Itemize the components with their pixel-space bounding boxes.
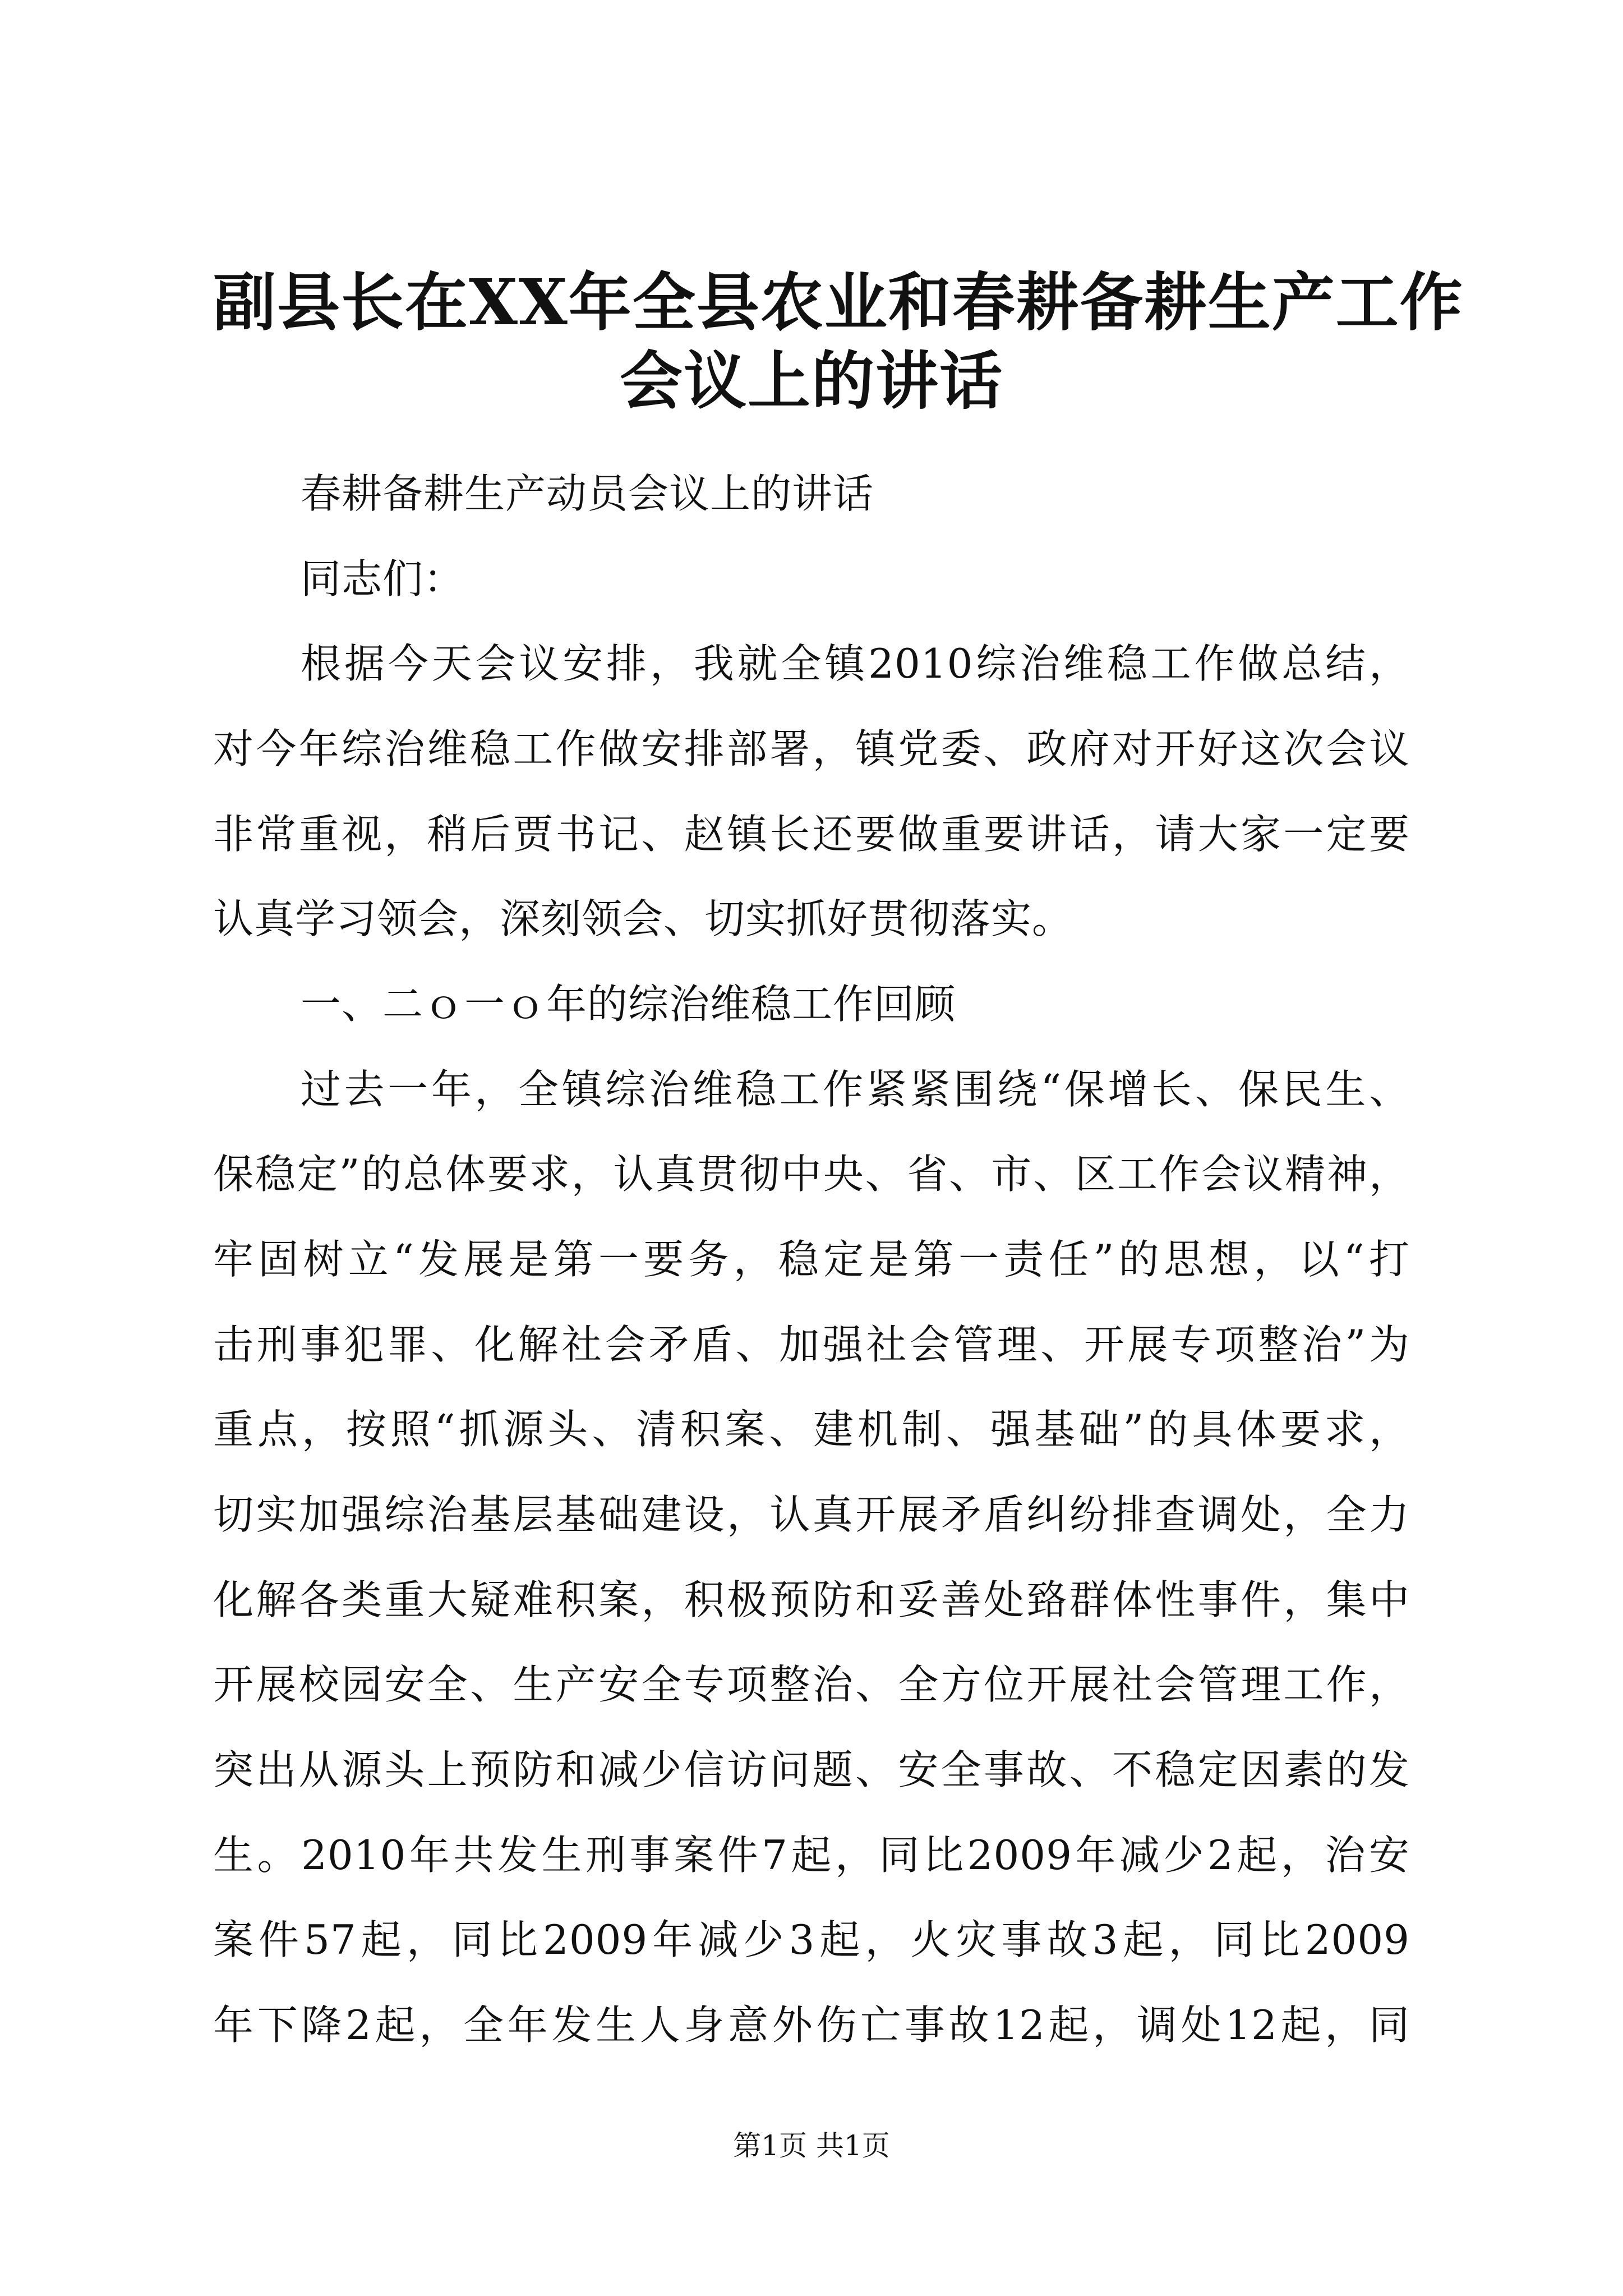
paragraph-line: 根据今天会议安排，我就全镇2010综治维稳工作做总结，	[301, 640, 1410, 687]
page-number-footer: 第1页 共1页	[733, 2129, 890, 2162]
paragraph-line: 突出从源头上预防和减少信访问题、安全事故、不稳定因素的发	[213, 1746, 1410, 1793]
document-title-line-2: 会议上的讲话	[620, 344, 1003, 418]
paragraph-line: 牢固树立“发展是第一要务，稳定是第一责任”的思想，以“打	[213, 1236, 1410, 1283]
paragraph-line: 保稳定”的总体要求，认真贯彻中央、省、市、区工作会议精神，	[213, 1151, 1410, 1198]
paragraph-line: 化解各类重大疑难积案，积极预防和妥善处臵群体性事件，集中	[213, 1576, 1410, 1623]
paragraph-line: 认真学习领会，深刻领会、切实抓好贯彻落实。	[213, 895, 1073, 942]
paragraph-line: 非常重视，稍后贾书记、赵镇长还要做重要讲话，请大家一定要	[213, 811, 1410, 858]
paragraph-line: 案件57起，同比2009年减少3起，火灾事故3起，同比2009	[213, 1916, 1410, 1963]
paragraph-line: 年下降2起，全年发生人身意外伤亡事故12起，调处12起，同	[213, 2001, 1410, 2049]
subtitle-line: 春耕备耕生产动员会议上的讲话	[301, 470, 874, 517]
paragraph-line: 切实加强综治基层基础建设，认真开展矛盾纠纷排查调处，全力	[213, 1491, 1410, 1538]
section-heading: 一、二ｏ一ｏ年的综治维稳工作回顾	[301, 981, 956, 1028]
paragraph-line: 重点，按照“抓源头、清积案、建机制、强基础”的具体要求，	[213, 1406, 1410, 1453]
salutation-line: 同志们：	[301, 555, 465, 602]
paragraph-line: 击刑事犯罪、化解社会矛盾、加强社会管理、开展专项整治”为	[213, 1321, 1410, 1368]
paragraph-line: 对今年综治维稳工作做安排部署，镇党委、政府对开好这次会议	[213, 725, 1410, 772]
paragraph-line: 生。2010年共发生刑事案件7起，同比2009年减少2起，治安	[213, 1832, 1410, 1879]
paragraph-line: 过去一年，全镇综治维稳工作紧紧围绕“保增长、保民生、	[301, 1066, 1410, 1113]
paragraph-line: 开展校园安全、生产安全专项整治、全方位开展社会管理工作，	[213, 1661, 1410, 1708]
document-title-line-1: 副县长在XX年全县农业和春耕备耕生产工作	[213, 266, 1464, 339]
